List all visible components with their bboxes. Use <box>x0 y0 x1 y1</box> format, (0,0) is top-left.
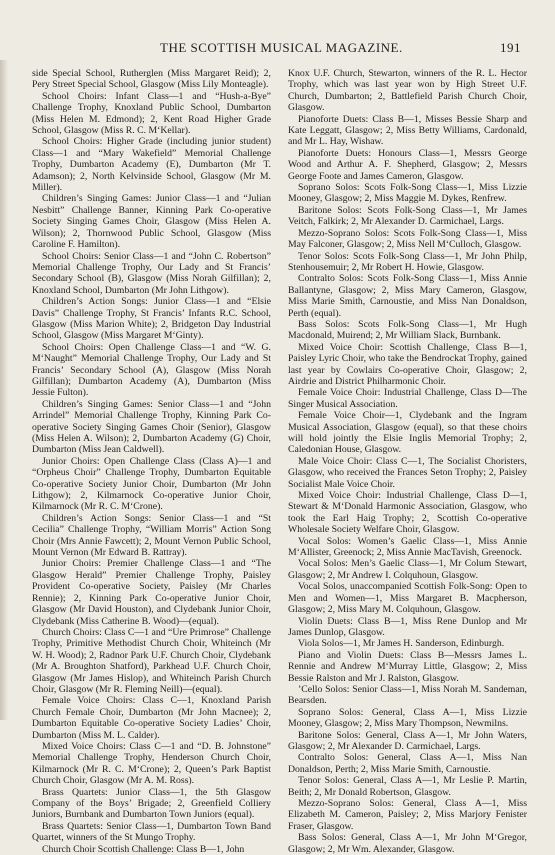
result-paragraph: Children’s Action Songs: Junior Class—1 and “Elsie Davis” Challenge Trophy, St Francis’ Infants R.C. School, Glasgow (Miss Marion White); 2, Bridgeton Day Industrial School, Glasgow (Miss Margaret M‘Ginty). <box>32 296 271 342</box>
result-paragraph: Baritone Solos: Scots Folk-Song Class—1, Mr James Veitch, Falkirk; 2, Mr Alexander D. Carmichael, Largs. <box>288 204 527 228</box>
result-paragraph: Vocal Solos: Women’s Gaelic Class—1, Miss Annie M‘Allister, Greenock; 2, Miss Annie MacTavish, Greenock. <box>288 535 527 559</box>
result-paragraph: Mixed Voice Choir: Industrial Challenge, Class D—1, Stewart & M‘Donald Harmonic Association, Glasgow, who took the Earl Haig Trophy; 2, Scottish Co-operative Wholesale Society Welfare Choir, Glasgow. <box>288 490 527 536</box>
result-paragraph: Viola Solos—1, Mr James H. Sanderson, Edinburgh. <box>298 638 505 650</box>
result-paragraph: Children’s Singing Games: Senior Class—1 and “John Arrindel” Memorial Challenge Trophy, Kinning Park Co-operative Society Singing Games Choir (Senior), Glasgow (Miss Helen A. Wilson); 2, Dumbarton Academy (G) Choir, Dumbarton (Miss Jean Caldwell). <box>32 398 271 456</box>
result-paragraph: Male Voice Choir: Class C—1, The Socialist Choristers, Glasgow, who received the Frances Seton Trophy; 2, Paisley Socialist Male Voice Choir. <box>288 455 527 490</box>
result-paragraph: School Choirs: Open Challenge Class—1 and “W. G. M‘Naught” Memorial Challenge Trophy, Our Lady and St Francis’ Secondary School (A), Glasgow (Miss Norah Gilfillan); Dumbarton Academy (A), Dumbarton (Miss Jessie Fulton). <box>32 341 271 399</box>
result-paragraph: Mixed Voice Choirs: Class C—1 and “D. B. Johnstone” Memorial Challenge Trophy, Henderson Church Choir, Kilmarnock (Mr R. C. M‘Crone); 2, Queen’s Park Baptist Church Choir, Glasgow (Mr A. M. Ross). <box>32 740 271 787</box>
result-paragraph: Pianoforte Duets: Class B—1, Misses Bessie Sharp and Kate Leggatt, Glasgow; 2, Miss Betty Williams, Cardonald, and Mr L. Hay, Wishaw. <box>288 113 527 148</box>
result-paragraph: Female Voice Choir: Industrial Challenge, Class D—The Singer Musical Association. <box>288 387 527 410</box>
result-paragraph: Junior Choirs: Open Challenge Class (Class A)—1 and “Orpheus Choir” Challenge Trophy, Dumbarton Equitable Co-operative Society Junior Choir, Dumbarton (Mr John Lithgow); 2, Kilmarnock Co-operative Junior Choir, Kilmarnock (Mr R. C. M‘Crone). <box>32 455 271 513</box>
result-paragraph: Church Choir Scottish Challenge: Class B—1, John <box>42 843 245 855</box>
result-paragraph: Mezzo-Soprano Solos: General, Class A—1, Miss Elizabeth M. Cameron, Paisley; 2, Miss Marjory Fenister Fraser, Glasgow. <box>288 798 527 832</box>
result-paragraph: Brass Quartets: Senior Class—1, Dumbarton Town Band Quartet, winners of the St Mungo Trophy. <box>32 820 271 844</box>
result-paragraph: Contralto Solos: General, Class A—1, Miss Nan Donaldson, Perth; 2, Miss Marie Smith, Carnoustie. <box>288 752 527 775</box>
result-paragraph: Knox U.F. Church, Stewarton, winners of the R. L. Hector Trophy, which was last year won by High Street U.F. Church, Dumbarton; 2, Battlefield Parish Church Choir, Glasgow. <box>288 68 527 114</box>
result-paragraph: Baritone Solos: General, Class A—1, Mr John Waters, Glasgow; 2, Mr Alexander D. Carmichael, Largs. <box>288 729 527 752</box>
result-paragraph: Mezzo-Soprano Solos: Scots Folk-Song Class—1, Miss May Falconer, Glasgow; 2, Miss Nell M‘Culloch, Glasgow. <box>288 227 527 251</box>
result-paragraph: Children’s Action Songs: Senior Class—1 and “St Cecilia” Challenge Trophy, “William Morris” Action Song Choir (Mrs Annie Fawcett); 2, Mount Vernon Public School, Mount Vernon (Mr Edward B. Rattray). <box>32 512 271 559</box>
result-paragraph: Tenor Solos: General, Class A—1, Mr Leslie P. Martin, Beith; 2, Mr Donald Robertson, Glasgow. <box>288 775 527 798</box>
result-paragraph: Female Voice Choirs: Class C—1, Knoxland Parish Church Female Choir, Dumbarton (Mr John Macnee); 2, Dumbarton Equitable Co-operative Society Ladies’ Choir, Dumbarton (Miss M. L. Calder). <box>32 695 271 741</box>
result-paragraph: Bass Solos: Scots Folk-Song Class—1, Mr Hugh Macdonald, Muirend; 2, Mr William Slack, Burnbank. <box>288 318 527 342</box>
result-paragraph: Brass Quartets: Junior Class—1, the 5th Glasgow Company of the Boys’ Brigade; 2, Greenfield Colliery Juniors, Burnbank and Dumbarton Town Juniors (equal). <box>32 786 271 821</box>
result-paragraph: School Choirs: Higher Grade (including junior student) Class—1 and “Mary Wakefield” Memorial Challenge Trophy, Dumbarton Academy (E), Dumbarton (Mr T. Adamson); 2, North Kelvinside School, Glasgow (Mr M. Miller). <box>32 136 271 194</box>
result-paragraph: Pianoforte Duets: Honours Class—1, Messrs George Wood and Arthur A. F. Shepherd, Glasgow; 2, Messrs George Foote and James Cameron, Glasgow. <box>288 147 527 182</box>
result-paragraph: Tenor Solos: Scots Folk-Song Class—1, Mr John Philp, Stenhousemuir; 2, Mr Robert H. Howie, Glasgow. <box>288 250 527 273</box>
right-column <box>288 68 527 855</box>
result-paragraph: side Special School, Rutherglen (Miss Margaret Reid); 2, Pery Street Special School, Glasgow (Miss Lily Monteagle). <box>32 68 271 91</box>
result-paragraph: Mixed Voice Choir: Scottish Challenge, Class B—1, Paisley Lyric Choir, who take the Bendrockat Trophy, gained last year by Cowlairs Co-operative Choir, Glasgow; 2, Airdrie and District Philharmonic Choir. <box>288 341 527 387</box>
left-column <box>32 68 271 855</box>
result-paragraph: Soprano Solos: Scots Folk-Song Class—1, Miss Lizzie Mooney, Glasgow; 2, Miss Maggie M. Dykes, Renfrew. <box>288 182 527 205</box>
result-paragraph: School Choirs: Senior Class—1 and “John C. Robertson” Memorial Challenge Trophy, Our Lady and St Francis’ Secondary School (B), Glasgow (Miss Norah Gilfillan); 2, Knoxland School, Dumbarton (Mr John Lithgow). <box>32 250 271 296</box>
result-paragraph: Contralto Solos: Scots Folk-Song Class—1, Miss Annie Ballantyne, Glasgow; 2, Miss Mary Cameron, Glasgow, Miss Marie Smith, Carnoustie, and Miss Nan Donaldson, Perth (equal). <box>288 273 527 319</box>
result-paragraph: Bass Solos: General, Class A—1, Mr John M‘Gregor, Glasgow; 2, Mr Wm. Alexander, Glasgow. <box>288 832 527 855</box>
result-paragraph: Junior Choirs: Premier Challenge Class—1 and “The Glasgow Herald” Premier Challenge Trophy, Paisley Provident Co-operative Society, Paisley (Mr Charles Rennie); 2, Kinning Park Co-operative Junior Choir, Glasgow (Mr David Houston), and Clydebank Junior Choir, Clydebank (Miss Catherine B. Wood)—(equal). <box>32 558 271 627</box>
page-number: 191 <box>500 40 521 55</box>
result-paragraph: Piano and Violin Duets: Class B—Messrs James L. Rennie and Andrew M‘Murray Little, Glasgow; 2, Miss Bessie Ralston and Mr J. Ralston, Glasgow. <box>288 649 527 684</box>
result-paragraph: Violin Duets: Class B—1, Miss Rene Dunlop and Mr James Dunlop, Glasgow. <box>288 615 527 638</box>
result-paragraph: Female Voice Choir—1, Clydebank and the Ingram Musical Association, Glasgow (equal), so that these choirs will hold jointly the Elsie Inglis Memorial Trophy; 2, Caledonian House, Glasgow. <box>288 410 527 456</box>
result-paragraph: Vocal Solos: Men’s Gaelic Class—1, Mr Colum Stewart, Glasgow; 2, Mr Andrew I. Colquhoun, Glasgow. <box>288 558 527 581</box>
result-paragraph: Church Choirs: Class C—1 and “Ure Primrose” Challenge Trophy, Primitive Methodist Church Choir, Whiteinch (Mr W. H. Wood); 2, Radnor Park U.F. Church Choir, Clydebank (Mr A. Broughton Shatford), Parkhead U.F. Church Choir, Glasgow (Mr James Hislop), and Whiteinch Parish Church Choir, Glasgow (Mr R. Fleming Neill)—(equal). <box>32 626 271 695</box>
result-paragraph: Soprano Solos: General, Class A—1, Miss Lizzie Mooney, Glasgow; 2, Miss Mary Thompson, Newmilns. <box>288 706 527 730</box>
result-paragraph: School Choirs: Infant Class—1 and “Hush-a-Bye” Challenge Trophy, Knoxland Public School, Dumbarton (Miss Helen M. Edmond); 2, Kent Road Higher Grade School, Glasgow (Miss R. C. M‘Kellar). <box>32 90 271 137</box>
result-paragraph: Children’s Singing Games: Junior Class—1 and “Julian Nesbitt” Challenge Banner, Kinning Park Co-operative Society Singing Games Choir, Glasgow (Miss Helen A. Wilson); 2, Thornwood Public School, Glasgow (Miss Caroline F. Hamilton). <box>32 193 271 251</box>
result-paragraph: ’Cello Solos: Senior Class—1, Miss Norah M. Sandeman, Bearsden. <box>288 683 527 707</box>
magazine-title: THE SCOTTISH MUSICAL MAGAZINE. <box>160 40 403 55</box>
running-header <box>30 40 525 66</box>
binding-edge <box>0 60 8 720</box>
result-paragraph: Vocal Solos, unaccompanied Scottish Folk-Song: Open to Men and Women—1, Miss Margaret B. Macpherson, Glasgow; 2, Miss Mary M. Colquhoun, Glasgow. <box>288 581 527 616</box>
